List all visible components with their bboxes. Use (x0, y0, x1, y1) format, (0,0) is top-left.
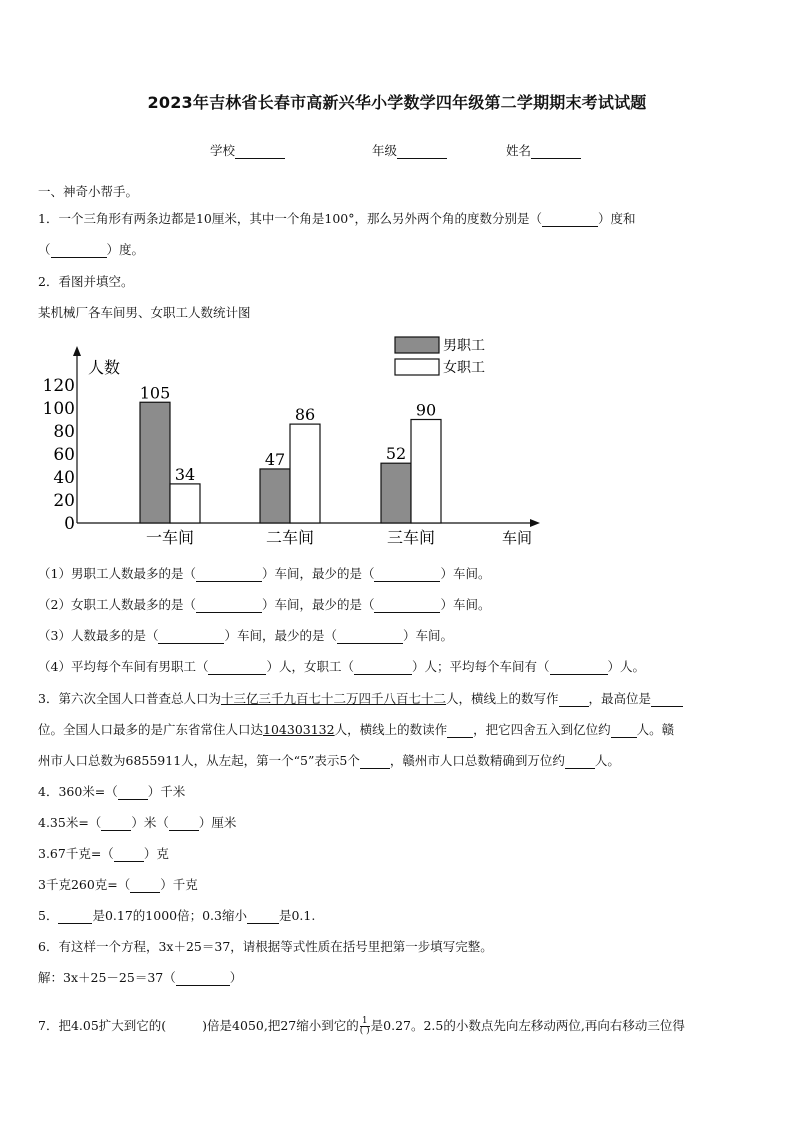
question-text: ）人；平均每个车间有（ (411, 659, 550, 674)
fraction-numerator: 1 (360, 1017, 370, 1027)
sub-question-1 (38, 564, 491, 582)
legend-swatch (395, 337, 439, 353)
question-2: 2．看图并填空。 (38, 274, 134, 289)
question-text: （2）女职工人数最多的是（ (38, 597, 196, 612)
answer-blank[interactable] (651, 693, 683, 707)
bar (381, 463, 411, 523)
name-blank[interactable] (531, 144, 581, 159)
bar-value-label: 34 (174, 464, 196, 484)
x-axis-arrow (530, 519, 540, 527)
bar-value-label: 90 (415, 400, 437, 420)
question-3-line-3 (38, 751, 620, 769)
question-text: ，把它四舍五入到亿位约 (473, 722, 611, 737)
y-axis-arrow (73, 346, 81, 356)
question-text: ）车间，最少的是（ (261, 597, 375, 612)
question-3-line-1 (38, 689, 683, 707)
school-field (210, 141, 285, 159)
question-text: 7．把4.05扩大到它的( (38, 1018, 167, 1033)
y-ticks (43, 376, 75, 534)
question-1-line-1 (38, 209, 636, 227)
question-text: ）车间。 (440, 597, 491, 612)
name-field (506, 141, 581, 159)
answer-blank[interactable] (354, 661, 412, 675)
school-blank[interactable] (235, 144, 285, 159)
question-text: ）车间。 (402, 628, 453, 643)
answer-blank[interactable] (565, 755, 595, 769)
fraction (360, 1017, 370, 1036)
y-tick-label: 40 (53, 468, 75, 488)
bar (260, 469, 290, 523)
answer-blank[interactable] (611, 724, 637, 738)
question-text: ）度和 (597, 211, 636, 226)
category-label: 二车间 (265, 528, 315, 547)
question-text: ）人，女职工（ (266, 659, 354, 674)
answer-blank[interactable] (374, 599, 440, 613)
question-text: ）千米 (147, 784, 186, 799)
grade-field (372, 141, 447, 159)
question-text: ，赣州市人口总数精确到万位约 (389, 753, 565, 768)
question-text: 3.67千克=（ (38, 846, 114, 861)
answer-blank[interactable] (118, 786, 148, 800)
question-text: ）克 (143, 846, 169, 861)
question-text: ）千克 (160, 877, 198, 892)
y-tick-label: 120 (42, 376, 75, 396)
y-tick-label: 100 (42, 399, 75, 419)
section-heading: 一、神奇小帮手。 (38, 184, 139, 199)
sub-question-4 (38, 657, 645, 675)
bar (411, 420, 441, 524)
school-label: 学校 (210, 143, 236, 158)
question-text: 人，横线上的数读作 (334, 722, 448, 737)
answer-blank[interactable] (196, 599, 262, 613)
bar-chart (40, 328, 560, 553)
grade-blank[interactable] (397, 144, 447, 159)
question-text: ）车间，最少的是（ (261, 566, 375, 581)
question-text: （1）男职工人数最多的是（ (38, 566, 196, 581)
question-4d (38, 875, 198, 893)
question-text: 是0.1. (278, 908, 316, 923)
legend-label: 女职工 (443, 360, 485, 376)
question-4b (38, 813, 236, 831)
question-6-solution (38, 968, 242, 986)
grade-label: 年级 (372, 143, 398, 158)
question-text: 位。全国人口最多的是广东省常住人口达 (38, 722, 264, 737)
answer-blank[interactable] (542, 213, 598, 227)
question-text: 解：3x＋25－25＝37（ (38, 970, 176, 985)
y-tick-label: 60 (53, 445, 75, 465)
answer-blank[interactable] (130, 879, 160, 893)
answer-blank[interactable] (158, 630, 224, 644)
page-title: 2023年吉林省长春市高新兴华小学数学四年级第二学期期末考试试题 (147, 93, 647, 112)
answer-blank[interactable] (337, 630, 403, 644)
answer-blank[interactable] (559, 693, 589, 707)
question-text: 是0.17的1000倍；0.3缩小 (92, 908, 247, 923)
question-text: ）厘米 (198, 815, 237, 830)
answer-blank[interactable] (114, 848, 144, 862)
bar (290, 424, 320, 523)
question-text: 5． (38, 908, 59, 923)
fraction-denominator: ( ) (359, 1026, 370, 1036)
question-text: 4．360米=（ (38, 784, 118, 799)
question-text: 1．一个三角形有两条边都是10厘米，其中一个角是100°，那么另外两个角的度数分别是（ (38, 211, 542, 226)
question-5 (38, 906, 315, 924)
question-text: （ (38, 242, 51, 257)
question-text: ）度。 (106, 242, 145, 257)
answer-blank[interactable] (101, 817, 131, 831)
bar-value-label: 86 (294, 405, 316, 425)
question-text: ）人。 (607, 659, 646, 674)
question-3-line-2 (38, 720, 674, 738)
bars (140, 383, 441, 547)
question-text: 人，横线上的数写作 (445, 691, 559, 706)
question-text: （4）平均每个车间有男职工（ (38, 659, 209, 674)
legend (395, 337, 485, 376)
question-text: 3．第六次全国人口普查总人口为 (38, 691, 221, 706)
question-text: （3）人数最多的是（ (38, 628, 159, 643)
sub-question-3 (38, 626, 453, 644)
question-text: ）米（ (131, 815, 169, 830)
underlined-number: 104303132 (263, 722, 335, 737)
answer-blank[interactable] (169, 817, 199, 831)
question-7 (38, 1016, 685, 1036)
name-label: 姓名 (506, 143, 532, 158)
bar-value-label: 105 (139, 383, 171, 403)
answer-blank[interactable] (447, 724, 473, 738)
answer-blank[interactable] (208, 661, 266, 675)
answer-blank[interactable] (51, 244, 107, 258)
question-6: 6．有这样一个方程，3x＋25＝37，请根据等式性质在括号里把第一步填写完整。 (38, 939, 493, 954)
question-1-line-2 (38, 240, 144, 258)
chart-caption: 某机械厂各车间男、女职工人数统计图 (38, 305, 251, 320)
answer-blank[interactable] (176, 972, 230, 986)
bar-value-label: 52 (385, 444, 407, 464)
question-text: 4.35米=（ (38, 815, 102, 830)
category-label: 三车间 (386, 528, 436, 547)
question-text: ）车间。 (440, 566, 491, 581)
y-tick-label: 20 (53, 491, 75, 511)
category-label: 一车间 (145, 528, 195, 547)
answer-blank[interactable] (374, 568, 440, 582)
question-4c (38, 844, 169, 862)
question-text: ） (229, 970, 243, 985)
question-4a (38, 782, 185, 800)
question-text: 是0.27。2.5的小数点先向左移动两位,再向右移动三位得 (370, 1018, 685, 1033)
answer-blank[interactable] (550, 661, 608, 675)
x-axis-label: 车间 (502, 529, 533, 547)
answer-blank[interactable] (247, 910, 279, 924)
legend-label: 男职工 (443, 338, 485, 354)
underlined-number: 十三亿三千九百七十二万四千八百七十二 (220, 691, 446, 706)
y-axis-label: 人数 (88, 358, 121, 377)
sub-question-2 (38, 595, 491, 613)
y-tick-label: 0 (64, 514, 75, 534)
answer-blank[interactable] (196, 568, 262, 582)
question-text: ）车间，最少的是（ (224, 628, 337, 643)
bar (140, 402, 170, 523)
question-text: ，最高位是 (588, 691, 652, 706)
legend-swatch (395, 359, 439, 375)
question-text: )倍是4050,把27缩小到它的 (202, 1018, 359, 1033)
y-tick-label: 80 (53, 422, 75, 442)
question-text: 州市人口总数为6855911人，从左起，第一个“5”表示5个 (38, 753, 360, 768)
bar-value-label: 47 (264, 449, 286, 469)
question-text: 人。赣 (636, 722, 675, 737)
answer-blank[interactable] (360, 755, 390, 769)
answer-blank[interactable] (58, 910, 92, 924)
question-text: 3千克260克=（ (38, 877, 131, 892)
bar (170, 484, 200, 523)
question-text: 人。 (594, 753, 620, 768)
